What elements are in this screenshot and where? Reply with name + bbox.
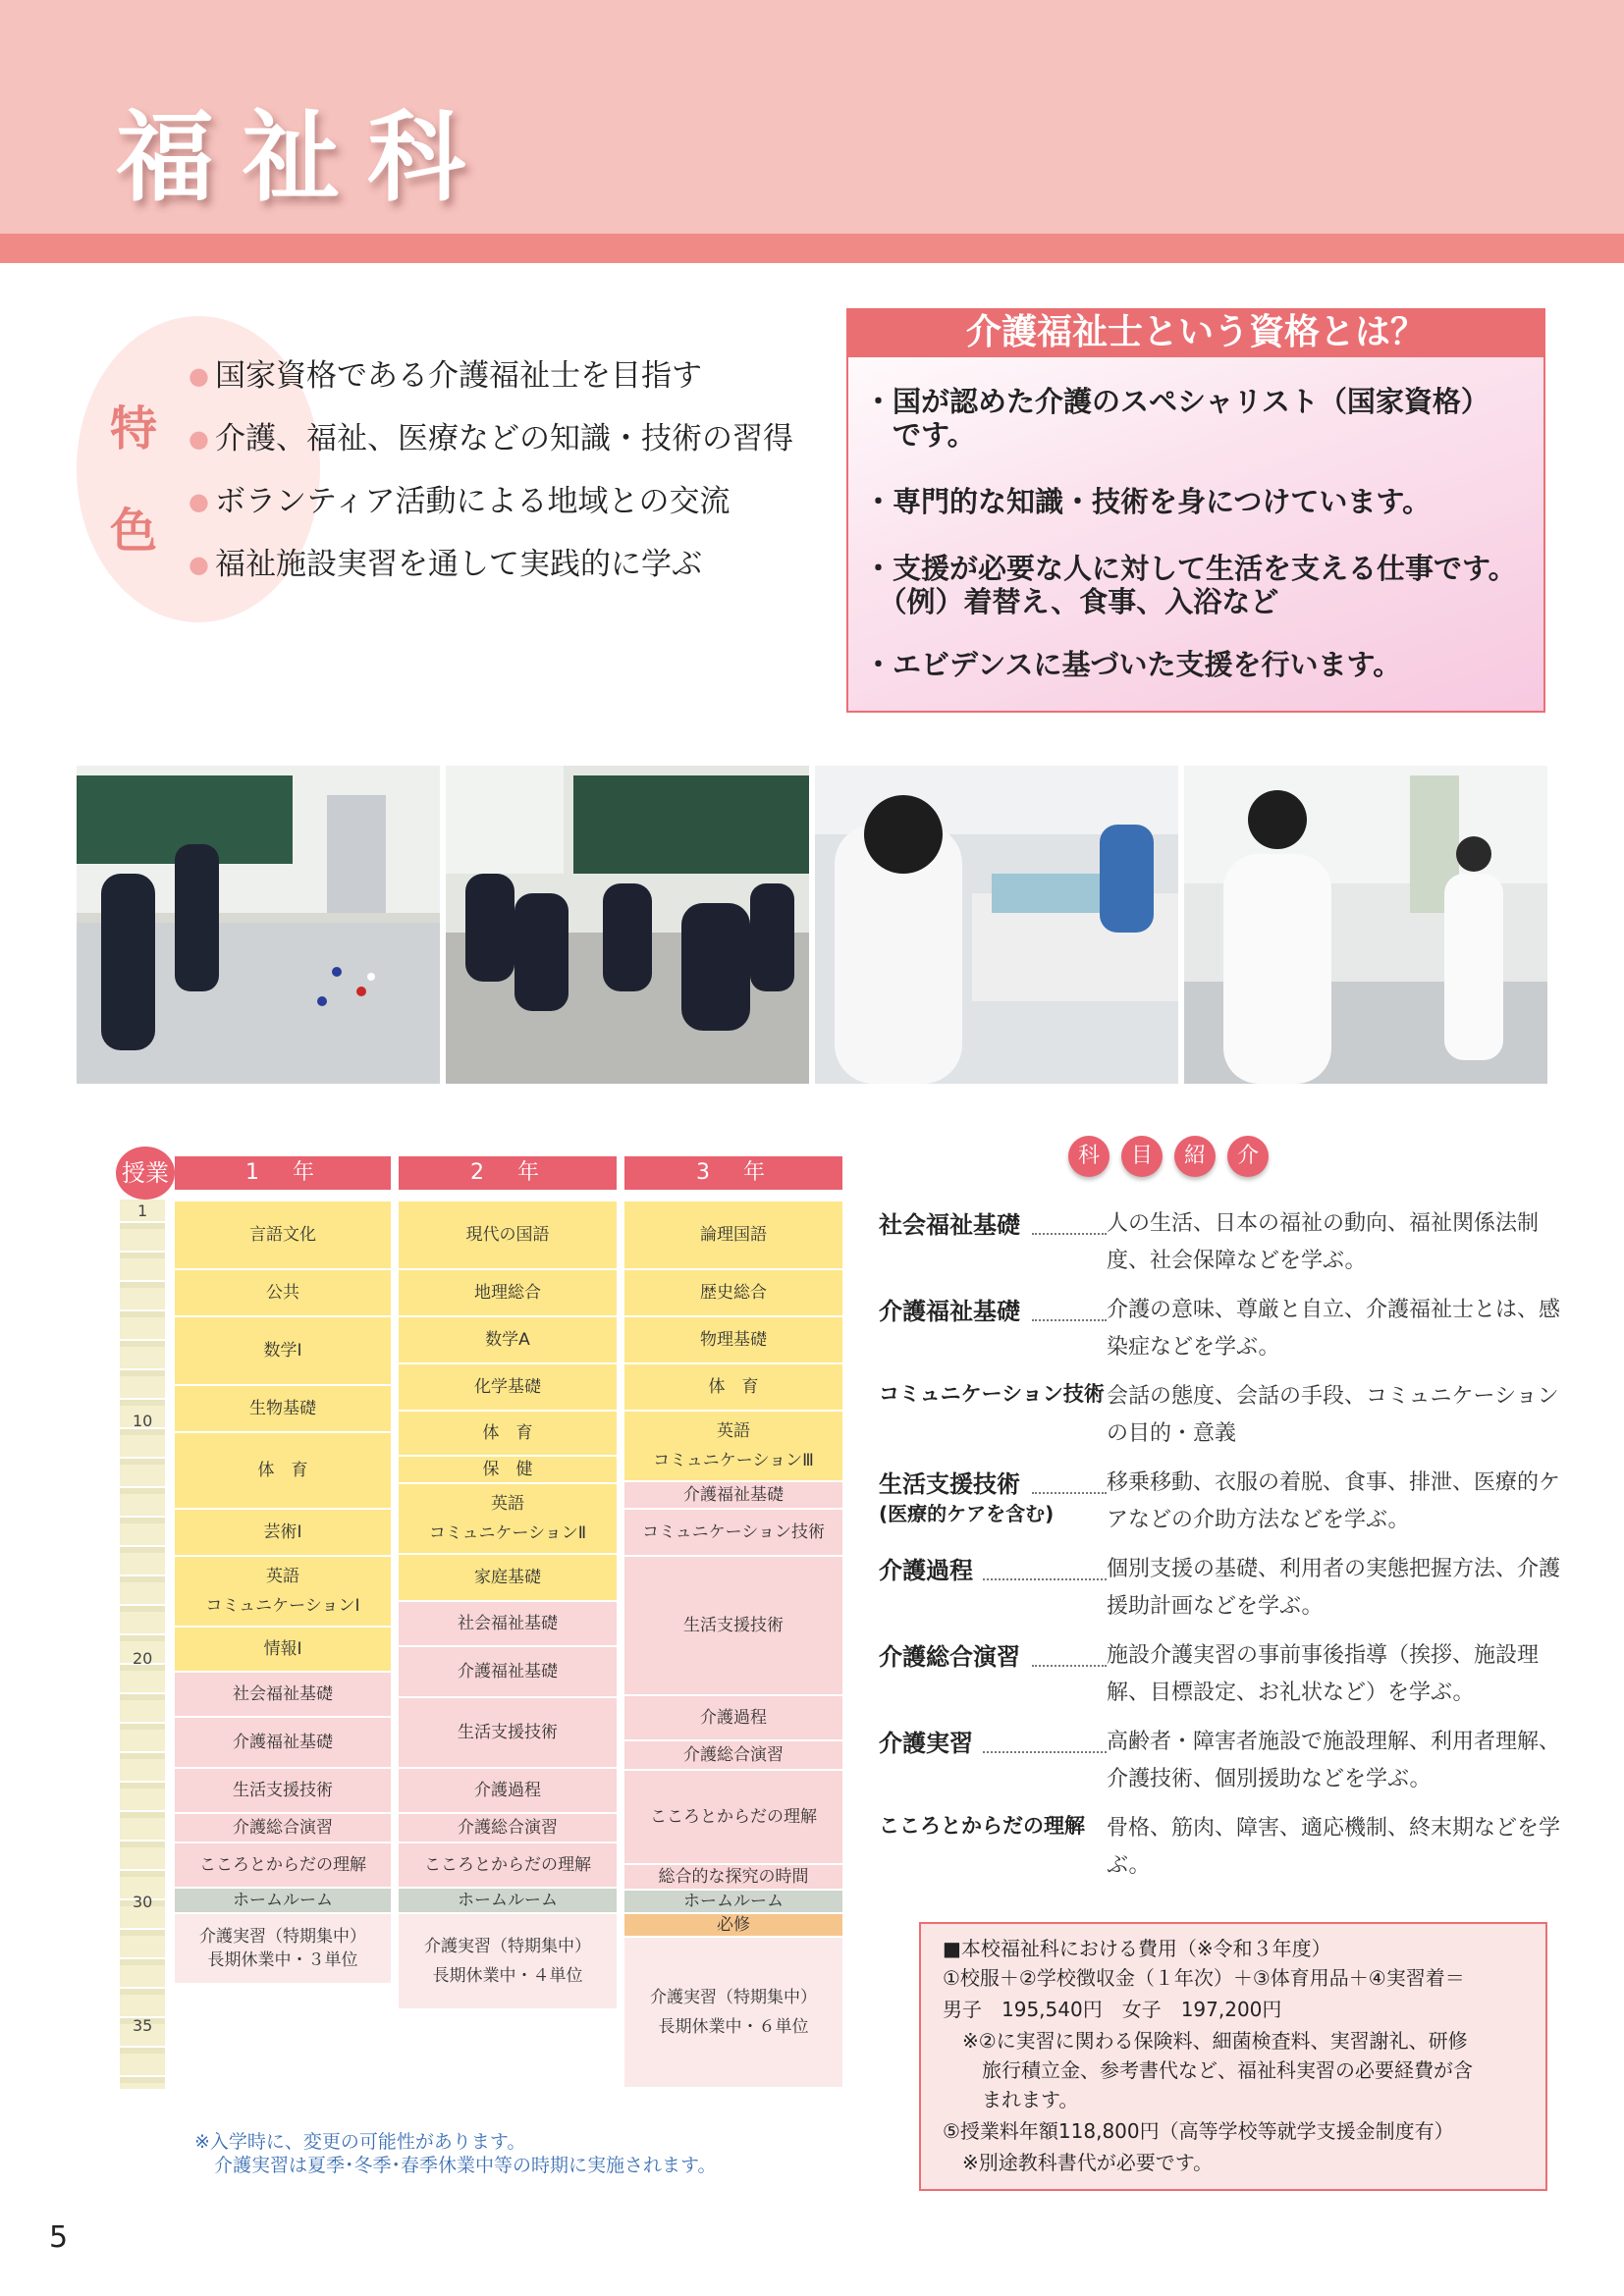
subject-description: 高齢者・障害者施設で施設理解、利用者理解、介護技術、個別援助などを学ぶ。 xyxy=(1107,1730,1561,1791)
subject-description: 移乗移動、衣服の着脱、食事、排泄、医療的ケアなどの介助方法などを学ぶ。 xyxy=(1107,1470,1561,1532)
intro-badge: 紹 xyxy=(1174,1136,1216,1177)
timetable-cell xyxy=(175,1557,391,1628)
timetable-cell xyxy=(399,1484,617,1555)
intro-badge: 科 xyxy=(1068,1136,1110,1177)
leader-dots xyxy=(1032,1300,1107,1321)
intro-badge: 目 xyxy=(1121,1136,1163,1177)
timetable-cell: 必修 xyxy=(624,1914,842,1938)
timetable-cell: 体 育 xyxy=(175,1433,391,1510)
timetable-cell-line: コミュニケーションⅢ xyxy=(653,1451,814,1470)
timetable-cell: 歴史総合 xyxy=(624,1270,842,1317)
note-line: 介護実習は夏季･冬季･春季休業中等の時期に実施されます。 xyxy=(214,2155,717,2176)
hour-number: 20 xyxy=(133,1649,153,1668)
timetable-cell: 化学基礎 xyxy=(399,1364,617,1412)
timetable-cell: 社会福祉基礎 xyxy=(399,1602,617,1647)
photo-uniform-presentation xyxy=(1184,766,1547,1084)
timetable-cell: コミュニケーション技術 xyxy=(624,1510,842,1557)
timetable-cell: 数学Ⅰ xyxy=(175,1317,391,1386)
timetable-cell: 数学A xyxy=(399,1317,617,1364)
timetable-cell-line: 長期休業中・６単位 xyxy=(658,2017,809,2037)
cost-line: ①校服＋②学校徴収金（１年次）＋③体育用品＋④実習着＝ xyxy=(943,1966,1465,1990)
subject-name: 社会福祉基礎 xyxy=(879,1211,1020,1239)
timetable-cell: 社会福祉基礎 xyxy=(175,1673,391,1718)
subject-description: 介護の意味、尊厳と自立、介護福祉士とは、感染症などを学ぶ。 xyxy=(1107,1298,1561,1360)
timetable-cell: 介護福祉基礎 xyxy=(175,1718,391,1769)
subject-entry xyxy=(879,1378,1566,1457)
timetable-cell-line: 介護実習（特期集中） xyxy=(199,1927,366,1947)
timetable-cell-line: 英語 xyxy=(491,1494,524,1514)
timetable-badge: 授業 xyxy=(116,1147,175,1200)
subject-name: こころとからだの理解 xyxy=(879,1814,1085,1838)
cost-line: まれます。 xyxy=(943,2088,1079,2111)
timetable-cell: 情報Ⅰ xyxy=(175,1628,391,1673)
leader-dots xyxy=(983,1732,1107,1753)
photo-boccia-activity xyxy=(77,766,440,1084)
timetable-cell: 論理国語 xyxy=(624,1201,842,1270)
subject-entry xyxy=(879,1551,1566,1629)
timetable-cell: 体 育 xyxy=(399,1412,617,1457)
timetable-cell xyxy=(175,1914,391,1985)
feature-list xyxy=(189,351,793,603)
timetable-cell-line: 介護実習（特期集中） xyxy=(650,1988,817,2007)
leader-dots xyxy=(1032,1213,1107,1235)
timetable-cell xyxy=(624,1938,842,2089)
timetable-cell-line: コミュニケーションⅠ xyxy=(205,1596,360,1616)
subject-name: コミュニケーション技術 xyxy=(879,1382,1105,1406)
cost-line: ⑤授業料年額118,800円（高等学校等就学支援金制度有） xyxy=(943,2119,1454,2143)
timetable-cell: 公共 xyxy=(175,1270,391,1317)
timetable-cell: 生活支援技術 xyxy=(175,1769,391,1814)
qualification-item: ・専門的な知識・技術を身につけています。 xyxy=(864,485,1432,518)
feature-label-1: 特 xyxy=(110,401,158,456)
cost-line: 旅行積立金、参考書代など、福祉科実習の必要経費が含 xyxy=(943,2058,1473,2082)
feature-item: ● 介護、福祉、医療などの知識・技術の習得 xyxy=(189,414,793,477)
timetable-cell: 総合的な探究の時間 xyxy=(624,1865,842,1891)
timetable-cell: 地理総合 xyxy=(399,1270,617,1317)
subject-entry xyxy=(879,1465,1566,1543)
intro-badge: 介 xyxy=(1227,1136,1269,1177)
hour-number: 1 xyxy=(137,1201,148,1220)
subject-entry xyxy=(879,1810,1566,1889)
subject-name: 介護過程 xyxy=(879,1557,973,1584)
leader-dots xyxy=(1032,1472,1107,1494)
subject-entry xyxy=(879,1205,1566,1284)
subject-description: 会話の態度、会話の手段、コミュニケーションの目的・意義 xyxy=(1107,1384,1559,1446)
page-number: 5 xyxy=(49,2220,69,2255)
subject-name: 介護福祉基礎 xyxy=(879,1298,1020,1325)
leader-dots xyxy=(1032,1645,1107,1667)
subject-entry xyxy=(879,1292,1566,1370)
leader-dots xyxy=(983,1559,1107,1580)
feature-item: ● ボランティア活動による地域との交流 xyxy=(189,477,793,540)
timetable-cell: ホームルーム xyxy=(175,1889,391,1914)
subject-description: 人の生活、日本の福祉の動向、福祉関係法制度、社会保障などを学ぶ。 xyxy=(1107,1211,1540,1273)
timetable-cell: 保 健 xyxy=(399,1457,617,1484)
timetable-cell: こころとからだの理解 xyxy=(624,1771,842,1865)
timetable-cell: 生活支援技術 xyxy=(624,1557,842,1696)
hour-column xyxy=(120,1200,165,2089)
timetable-cell-line: コミュニケーションⅡ xyxy=(428,1523,587,1543)
year-1-header: 1 年 xyxy=(175,1156,391,1190)
subject-intro-heading xyxy=(1068,1136,1269,1177)
year-2-header: 2 年 xyxy=(399,1156,617,1190)
timetable-cell-line: 介護実習（特期集中） xyxy=(424,1937,591,1956)
hour-number: 30 xyxy=(133,1893,153,1911)
qualification-item: ・エビデンスに基づいた支援を行います。 xyxy=(864,648,1402,681)
cost-line: 男子 195,540円 女子 197,200円 xyxy=(943,1998,1282,2021)
timetable-cell: 介護総合演習 xyxy=(624,1741,842,1771)
timetable-cell xyxy=(624,1412,842,1482)
timetable-cell: 介護福祉基礎 xyxy=(624,1482,842,1510)
hour-number: 10 xyxy=(133,1412,153,1430)
feature-item: ● 福祉施設実習を通して実践的に学ぶ xyxy=(189,540,793,603)
timetable-cell: 介護総合演習 xyxy=(399,1814,617,1843)
timetable-cell: 家庭基礎 xyxy=(399,1555,617,1602)
subject-name: 介護実習 xyxy=(879,1730,973,1757)
timetable-cell: 介護過程 xyxy=(399,1769,617,1814)
cost-line: ■本校福祉科における費用（※令和３年度） xyxy=(943,1937,1331,1960)
hour-number: 35 xyxy=(133,2016,153,2035)
subject-description: 骨格、筋肉、障害、適応機制、終末期などを学ぶ。 xyxy=(1107,1816,1561,1878)
timetable-cell: ホームルーム xyxy=(399,1889,617,1914)
timetable-cell: 介護過程 xyxy=(624,1696,842,1741)
subject-description: 施設介護実習の事前事後指導（挨拶、施設理解、目標設定、お礼状など）を学ぶ。 xyxy=(1107,1643,1540,1705)
timetable-cell-line: 長期休業中・３単位 xyxy=(207,1950,358,1970)
timetable-cell-line: 英語 xyxy=(717,1421,750,1441)
timetable-cell-line: 長期休業中・４単位 xyxy=(432,1966,583,1986)
qualification-item: ・国が認めた介護のスペシャリスト（国家資格） xyxy=(864,385,1489,418)
timetable-cell: 現代の国語 xyxy=(399,1201,617,1270)
photo-classroom-group xyxy=(446,766,809,1084)
photo-bed-care-practice xyxy=(815,766,1178,1084)
subject-name: 生活支援技術 xyxy=(879,1470,1020,1498)
header-stripe xyxy=(0,234,1624,263)
qualification-item: です。 xyxy=(864,418,976,452)
subject-entry xyxy=(879,1724,1566,1802)
timetable-cell xyxy=(399,1914,617,2010)
feature-item: ● 国家資格である介護福祉士を目指す xyxy=(189,351,793,414)
timetable-cell: 物理基礎 xyxy=(624,1317,842,1364)
note-line: ※入学時に、変更の可能性があります。 xyxy=(194,2131,526,2153)
timetable-cell: 生物基礎 xyxy=(175,1386,391,1433)
subject-entry xyxy=(879,1637,1566,1716)
subject-name: 介護総合演習 xyxy=(879,1643,1020,1671)
qualification-item: （例）着替え、食事、入浴など xyxy=(864,585,1279,618)
timetable-cell: 芸術Ⅰ xyxy=(175,1510,391,1557)
timetable-cell: 体 育 xyxy=(624,1364,842,1412)
timetable-cell: 介護福祉基礎 xyxy=(399,1647,617,1698)
qualification-item: ・支援が必要な人に対して生活を支える仕事です。 xyxy=(864,552,1517,585)
page-title: 福祉科 xyxy=(116,99,493,215)
timetable-cell: ホームルーム xyxy=(624,1891,842,1914)
subject-description: 個別支援の基礎、利用者の実態把握方法、介護援助計画などを学ぶ。 xyxy=(1107,1557,1561,1619)
cost-line: ※②に実習に関わる保険料、細菌検査料、実習謝礼、研修 xyxy=(943,2029,1468,2053)
timetable-cell-line: 英語 xyxy=(266,1567,299,1586)
timetable-cell: 介護総合演習 xyxy=(175,1814,391,1843)
timetable-cell: 言語文化 xyxy=(175,1201,391,1270)
timetable-cell: こころとからだの理解 xyxy=(175,1843,391,1889)
qualification-title: 介護福祉士という資格とは？ xyxy=(846,308,1545,357)
timetable-notes xyxy=(194,2130,716,2177)
cost-line: ※別途教科書代が必要です。 xyxy=(943,2151,1214,2174)
subject-subname: (医療的ケアを含む) xyxy=(879,1502,1055,1525)
feature-label-2: 色 xyxy=(110,504,158,559)
timetable-cell: 生活支援技術 xyxy=(399,1698,617,1769)
timetable-cell: こころとからだの理解 xyxy=(399,1843,617,1889)
year-3-header: 3 年 xyxy=(624,1156,842,1190)
